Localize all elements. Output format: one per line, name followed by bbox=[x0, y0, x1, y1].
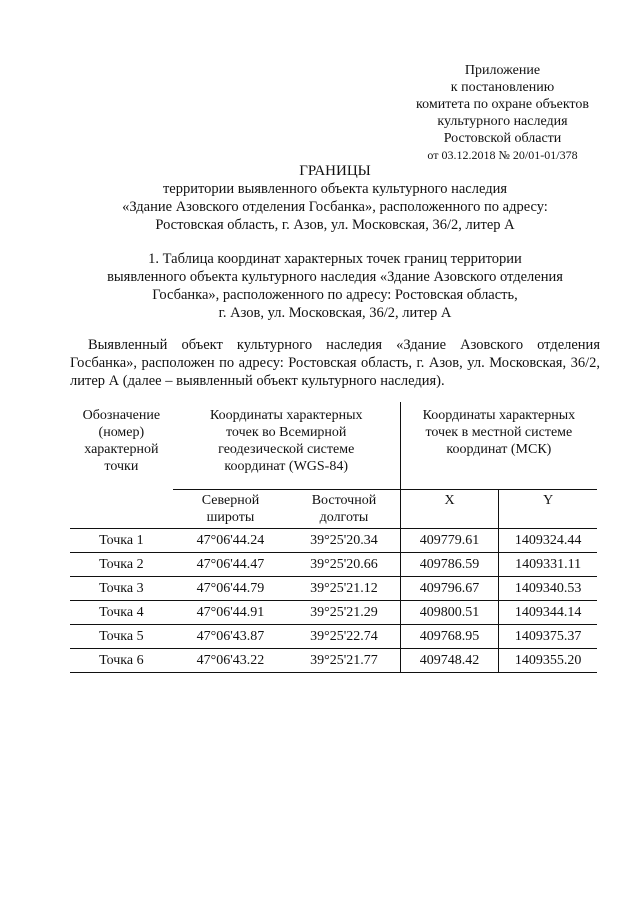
cell-north: 47°06'43.22 bbox=[173, 649, 288, 673]
cell-point: Точка 4 bbox=[70, 601, 173, 625]
approval-date: от 03.12.2018 № 20/01-01/378 bbox=[427, 148, 578, 162]
table-caption bbox=[70, 250, 600, 322]
cell-point: Точка 1 bbox=[70, 529, 173, 553]
intro-paragraph bbox=[70, 336, 600, 390]
header-y: Y bbox=[499, 490, 597, 529]
caption-line: г. Азов, ул. Московская, 36/2, литер А bbox=[218, 305, 452, 321]
header-east: Восточной долготы bbox=[288, 490, 400, 529]
cell-point: Точка 2 bbox=[70, 553, 173, 577]
header-north: Северной широты bbox=[173, 490, 288, 529]
cell-north: 47°06'44.79 bbox=[173, 577, 288, 601]
intro-line: Выявленный объект культурного наследия «Здание Азовского отделения bbox=[88, 337, 600, 353]
approval-line: к постановлению bbox=[450, 80, 555, 95]
cell-y: 1409355.20 bbox=[499, 649, 597, 673]
cell-north: 47°06'44.91 bbox=[173, 601, 288, 625]
cell-x: 409748.42 bbox=[400, 649, 499, 673]
intro-line: литер А (далее – выявленный объект культурного наследия). bbox=[70, 373, 445, 389]
cell-north: 47°06'43.87 bbox=[173, 625, 288, 649]
cell-x: 409779.61 bbox=[400, 529, 499, 553]
table-row bbox=[70, 625, 597, 649]
title-heading: ГРАНИЦЫ bbox=[299, 163, 371, 179]
table-row bbox=[70, 649, 597, 673]
cell-east: 39°25'21.12 bbox=[288, 577, 400, 601]
intro-line: Госбанка», расположен по адресу: Ростовская область, г. Азов, ул. Московская, 36/2, bbox=[70, 355, 600, 371]
cell-x: 409786.59 bbox=[400, 553, 499, 577]
cell-y: 1409331.11 bbox=[499, 553, 597, 577]
cell-y: 1409375.37 bbox=[499, 625, 597, 649]
caption-line: 1. Таблица координат характерных точек границ территории bbox=[148, 251, 522, 267]
title-line: Ростовская область, г. Азов, ул. Московская, 36/2, литер А bbox=[155, 217, 515, 233]
cell-x: 409800.51 bbox=[400, 601, 499, 625]
title-line: «Здание Азовского отделения Госбанка», расположенного по адресу: bbox=[122, 199, 548, 215]
cell-east: 39°25'20.34 bbox=[288, 529, 400, 553]
cell-point: Точка 3 bbox=[70, 577, 173, 601]
approval-line: культурного наследия bbox=[437, 114, 568, 129]
cell-y: 1409344.14 bbox=[499, 601, 597, 625]
cell-point: Точка 6 bbox=[70, 649, 173, 673]
coordinates-table bbox=[70, 402, 597, 673]
table-row bbox=[70, 577, 597, 601]
approval-line: комитета по охране объектов bbox=[416, 97, 589, 112]
header-designation: Обозначение (номер) характерной точки bbox=[70, 402, 173, 529]
header-msk: Координаты характерных точек в местной системе координат (МСК) bbox=[400, 402, 597, 490]
table-header-row bbox=[70, 402, 597, 490]
table-row bbox=[70, 601, 597, 625]
cell-east: 39°25'21.77 bbox=[288, 649, 400, 673]
cell-x: 409796.67 bbox=[400, 577, 499, 601]
cell-east: 39°25'22.74 bbox=[288, 625, 400, 649]
caption-line: выявленного объекта культурного наследия «Здание Азовского отделения bbox=[107, 269, 563, 285]
approval-stamp bbox=[405, 62, 600, 164]
header-x: X bbox=[400, 490, 499, 529]
table-row bbox=[70, 529, 597, 553]
title-line: территории выявленного объекта культурного наследия bbox=[162, 181, 508, 197]
cell-east: 39°25'20.66 bbox=[288, 553, 400, 577]
cell-north: 47°06'44.47 bbox=[173, 553, 288, 577]
cell-y: 1409340.53 bbox=[499, 577, 597, 601]
cell-north: 47°06'44.24 bbox=[173, 529, 288, 553]
cell-east: 39°25'21.29 bbox=[288, 601, 400, 625]
cell-x: 409768.95 bbox=[400, 625, 499, 649]
header-wgs84: Координаты характерных точек во Всемирной геодезической системе координат (WGS-84) bbox=[173, 402, 401, 490]
table-row bbox=[70, 553, 597, 577]
cell-y: 1409324.44 bbox=[499, 529, 597, 553]
approval-line: Ростовской области bbox=[443, 131, 562, 146]
document-title bbox=[70, 162, 600, 234]
approval-line: Приложение bbox=[464, 63, 541, 78]
cell-point: Точка 5 bbox=[70, 625, 173, 649]
caption-line: Госбанка», расположенного по адресу: Ростовская область, bbox=[152, 287, 518, 303]
